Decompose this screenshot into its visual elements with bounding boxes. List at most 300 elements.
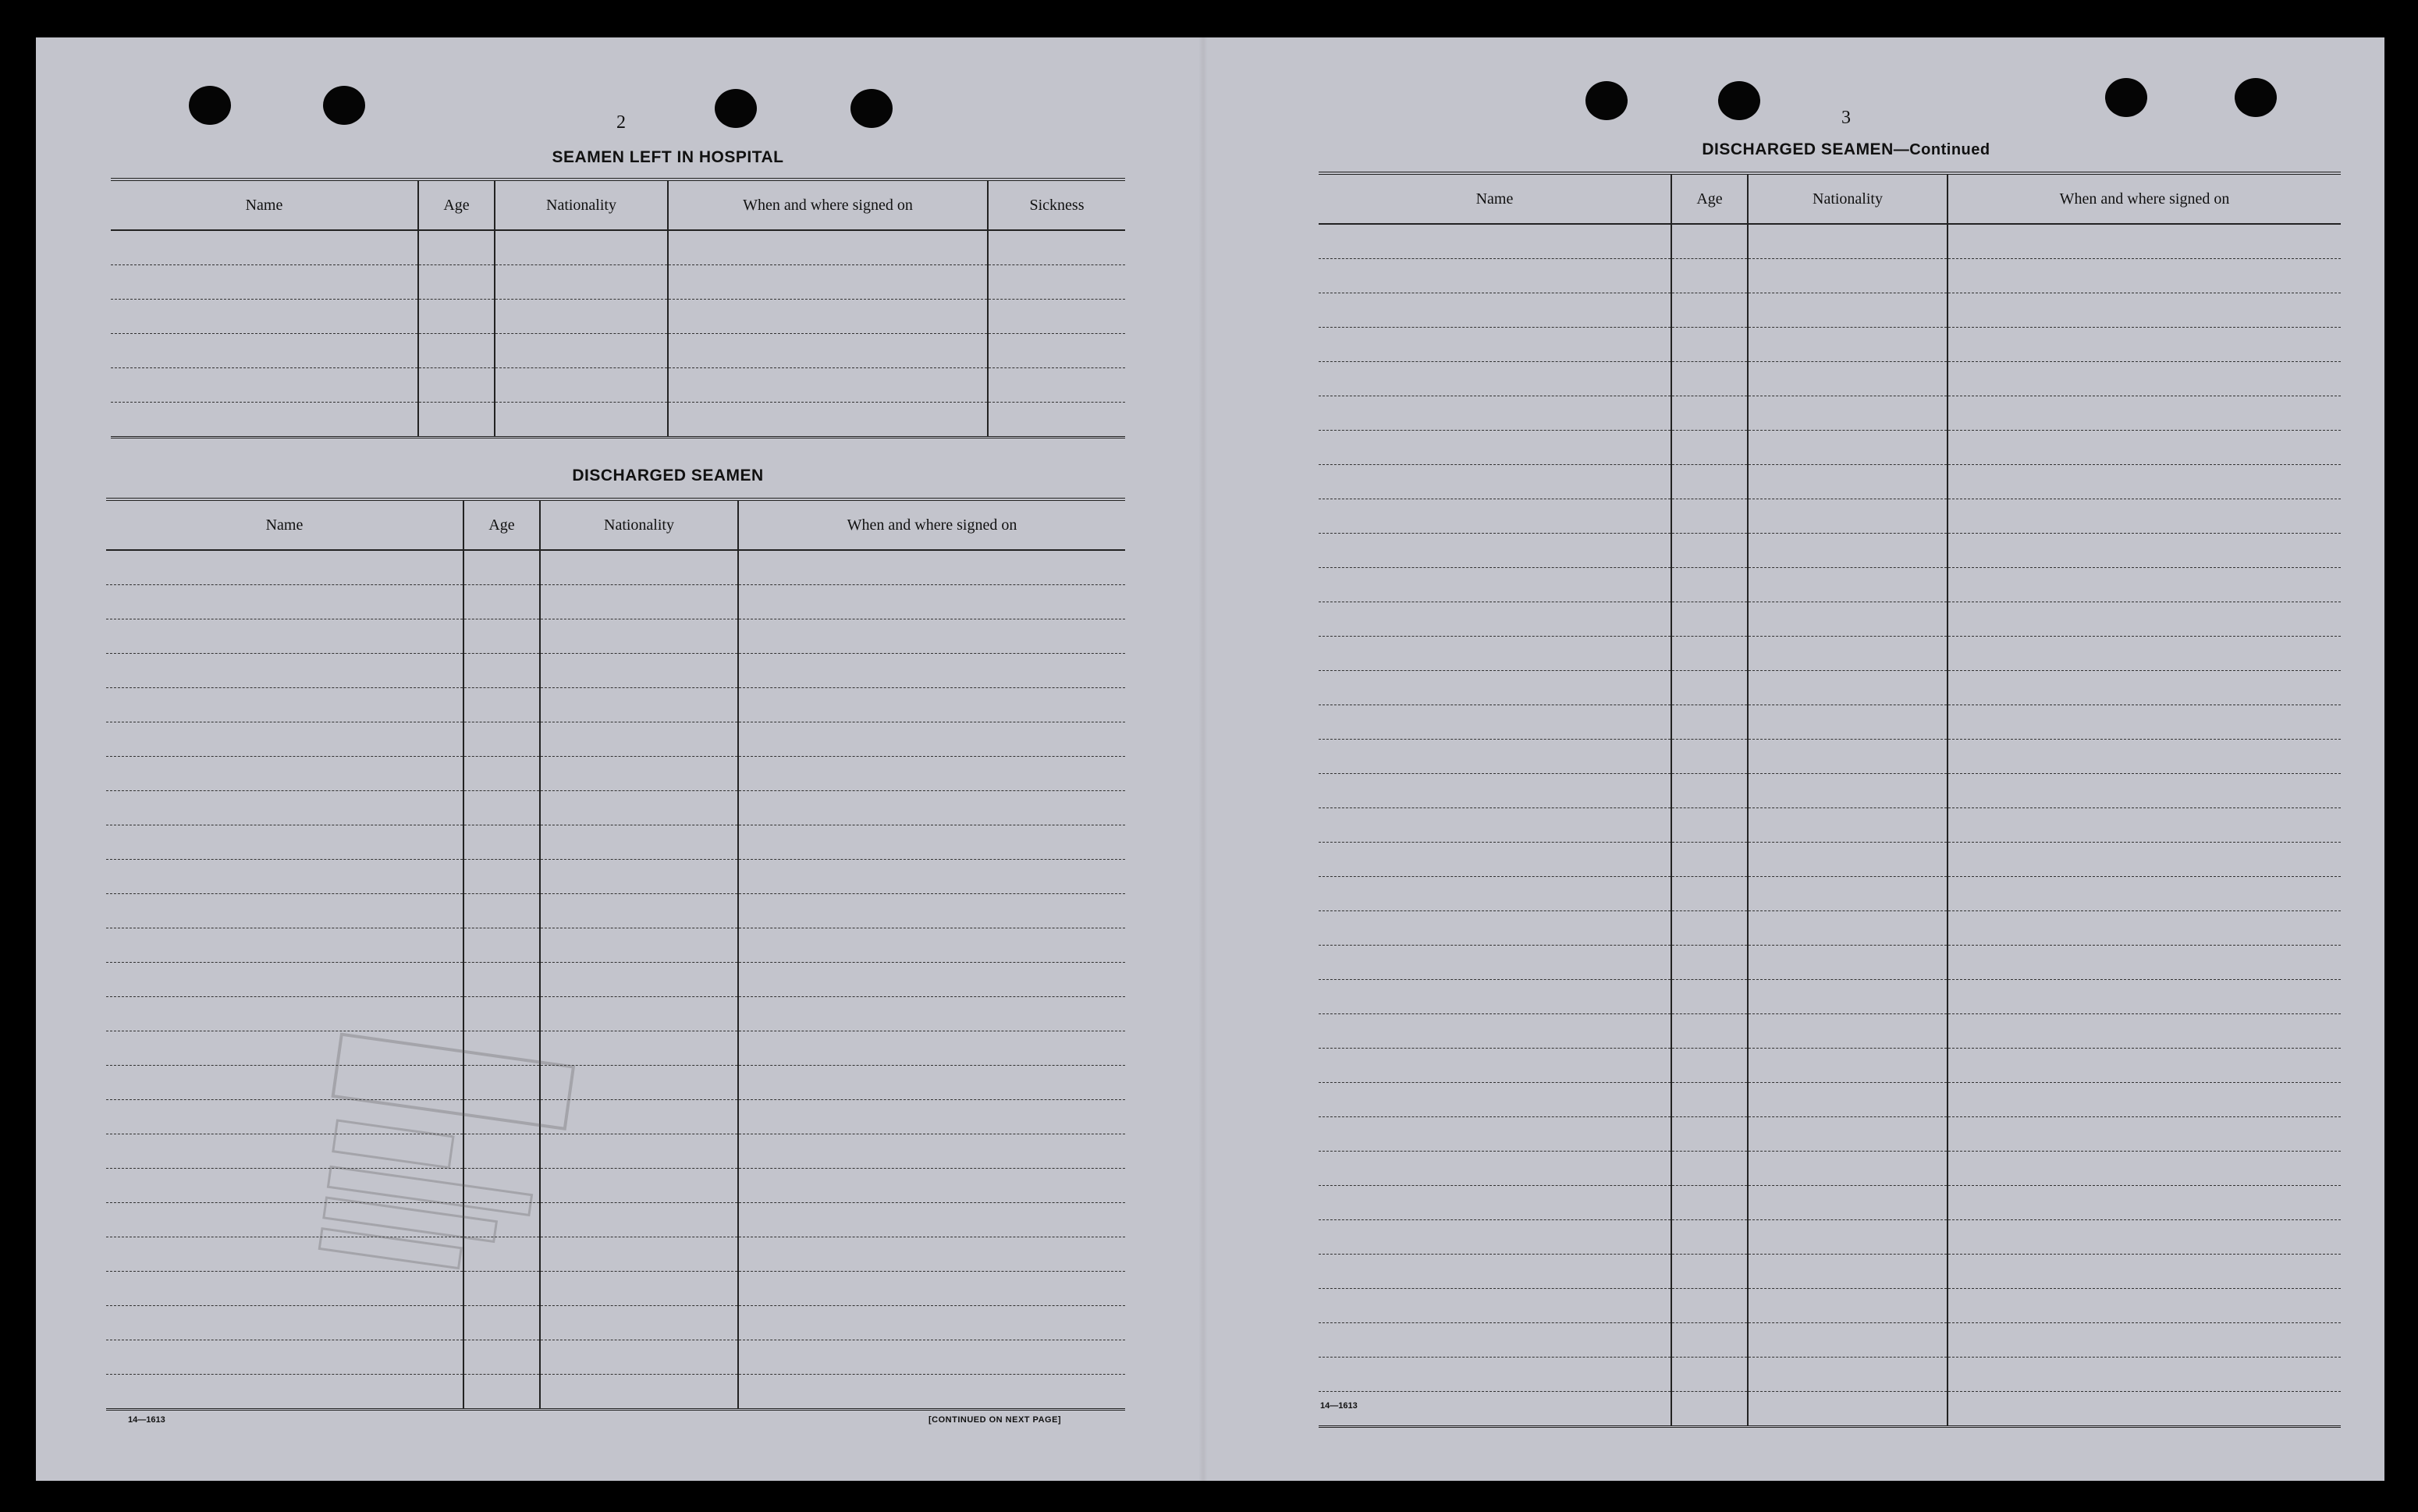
table-cell[interactable] [1948, 877, 2341, 911]
table-cell[interactable] [540, 550, 738, 585]
table-cell[interactable] [540, 1066, 738, 1100]
table-cell[interactable] [540, 860, 738, 894]
table-cell[interactable] [463, 688, 540, 722]
table-cell[interactable] [1671, 293, 1748, 328]
table-cell[interactable] [463, 963, 540, 997]
table-cell[interactable] [463, 997, 540, 1031]
column-header-nationality: Nationality [1748, 173, 1948, 224]
table-cell[interactable] [106, 963, 463, 997]
table-cell[interactable] [463, 1203, 540, 1237]
table-cell[interactable] [1671, 1117, 1748, 1152]
table-cell[interactable] [463, 1169, 540, 1203]
table-cell[interactable] [106, 654, 463, 688]
table-cell[interactable] [1319, 1186, 1671, 1220]
table-cell[interactable] [1748, 1186, 1948, 1220]
table-cell[interactable] [106, 1375, 463, 1410]
table-cell[interactable] [540, 1375, 738, 1410]
table-cell[interactable] [738, 1237, 1125, 1272]
table-cell[interactable] [1319, 1117, 1671, 1152]
table-cell[interactable] [1319, 671, 1671, 705]
table-cell[interactable] [1948, 1323, 2341, 1358]
table-cell[interactable] [1948, 1049, 2341, 1083]
table-cell[interactable] [1319, 1083, 1671, 1117]
column-header-name: Name [1319, 173, 1671, 224]
table-cell[interactable] [111, 403, 418, 438]
table-cell[interactable] [738, 1203, 1125, 1237]
table-cell[interactable] [738, 550, 1125, 585]
table-cell[interactable] [1671, 946, 1748, 980]
table-cell[interactable] [1671, 499, 1748, 534]
table-cell[interactable] [1671, 328, 1748, 362]
table-cell[interactable] [738, 619, 1125, 654]
table-cell[interactable] [463, 825, 540, 860]
table-cell[interactable] [1948, 328, 2341, 362]
right-page [1206, 37, 2384, 1481]
table-cell[interactable] [1671, 637, 1748, 671]
table-cell[interactable] [540, 1272, 738, 1306]
punch-hole [323, 86, 365, 125]
table-cell[interactable] [463, 585, 540, 619]
table-cell[interactable] [1319, 1014, 1671, 1049]
table-cell[interactable] [738, 1169, 1125, 1203]
table-cell[interactable] [1671, 843, 1748, 877]
table-cell[interactable] [540, 997, 738, 1031]
table-cell[interactable] [738, 860, 1125, 894]
table-cell[interactable] [1948, 1014, 2341, 1049]
table-cell[interactable] [738, 1100, 1125, 1134]
table-cell[interactable] [106, 1100, 463, 1134]
table-cell[interactable] [463, 1340, 540, 1375]
table-cell[interactable] [1319, 774, 1671, 808]
table-cell[interactable] [1319, 534, 1671, 568]
table-cell[interactable] [463, 1031, 540, 1066]
table-cell[interactable] [738, 1306, 1125, 1340]
table-cell[interactable] [1948, 911, 2341, 946]
table-cell[interactable] [106, 757, 463, 791]
table-cell[interactable] [1948, 671, 2341, 705]
table-cell[interactable] [738, 1031, 1125, 1066]
table-cell[interactable] [1319, 1392, 1671, 1427]
table-row [106, 860, 1125, 894]
table-cell[interactable] [540, 688, 738, 722]
table-cell[interactable] [1748, 602, 1948, 637]
table-cell[interactable] [463, 654, 540, 688]
table-cell[interactable] [1319, 1152, 1671, 1186]
table-cell[interactable] [1671, 1083, 1748, 1117]
punch-hole [2105, 78, 2147, 117]
table-cell[interactable] [738, 791, 1125, 825]
table-cell[interactable] [1748, 637, 1948, 671]
table-cell[interactable] [540, 1237, 738, 1272]
table-cell[interactable] [1319, 1220, 1671, 1255]
table-cell[interactable] [495, 230, 668, 265]
table-cell[interactable] [463, 1237, 540, 1272]
table-cell[interactable] [463, 894, 540, 928]
table-cell[interactable] [1671, 1049, 1748, 1083]
table-cell[interactable] [1948, 1358, 2341, 1392]
table-cell[interactable] [1319, 568, 1671, 602]
table-cell[interactable] [738, 1272, 1125, 1306]
table-cell[interactable] [495, 300, 668, 334]
table-cell[interactable] [1671, 774, 1748, 808]
table-cell[interactable] [495, 334, 668, 368]
table-cell[interactable] [1948, 293, 2341, 328]
table-cell[interactable] [988, 230, 1125, 265]
table-cell[interactable] [106, 1306, 463, 1340]
table-cell[interactable] [1748, 1083, 1948, 1117]
table-cell[interactable] [1319, 1289, 1671, 1323]
table-cell[interactable] [1948, 396, 2341, 431]
table-cell[interactable] [418, 300, 495, 334]
table-cell[interactable] [1319, 1323, 1671, 1358]
column-header-age: Age [418, 179, 495, 230]
table-cell[interactable] [540, 619, 738, 654]
table-cell[interactable] [738, 894, 1125, 928]
table-cell[interactable] [668, 300, 988, 334]
table-cell[interactable] [1748, 396, 1948, 431]
table-cell[interactable] [988, 334, 1125, 368]
table-cell[interactable] [111, 230, 418, 265]
table-row [1319, 946, 2341, 980]
table-cell[interactable] [106, 1066, 463, 1100]
column-header-signed-on: When and where signed on [668, 179, 988, 230]
table-cell[interactable] [1748, 980, 1948, 1014]
table-cell[interactable] [540, 1169, 738, 1203]
table-cell[interactable] [463, 1375, 540, 1410]
table-cell[interactable] [1671, 534, 1748, 568]
table-cell[interactable] [738, 1066, 1125, 1100]
table-cell[interactable] [463, 1272, 540, 1306]
table-cell[interactable] [738, 997, 1125, 1031]
table-cell[interactable] [1948, 1186, 2341, 1220]
table-cell[interactable] [1671, 1358, 1748, 1392]
table-cell[interactable] [1948, 740, 2341, 774]
table-cell[interactable] [495, 403, 668, 438]
table-cell[interactable] [1671, 431, 1748, 465]
table-cell[interactable] [1671, 740, 1748, 774]
table-cell[interactable] [668, 334, 988, 368]
table-row [1319, 1186, 2341, 1220]
table-cell[interactable] [1748, 740, 1948, 774]
table-row [1319, 568, 2341, 602]
table-cell[interactable] [540, 894, 738, 928]
table-cell[interactable] [540, 1340, 738, 1375]
table-cell[interactable] [1319, 1049, 1671, 1083]
table-row [1319, 774, 2341, 808]
table-cell[interactable] [1671, 877, 1748, 911]
table-cell[interactable] [1319, 1255, 1671, 1289]
table-cell[interactable] [111, 300, 418, 334]
table-cell[interactable] [1319, 740, 1671, 774]
table-cell[interactable] [1948, 499, 2341, 534]
table-cell[interactable] [106, 550, 463, 585]
table-cell[interactable] [668, 265, 988, 300]
column-header-nationality: Nationality [540, 499, 738, 550]
table-cell[interactable] [1748, 328, 1948, 362]
table-cell[interactable] [1748, 774, 1948, 808]
table-cell[interactable] [106, 1203, 463, 1237]
table-cell[interactable] [1671, 1255, 1748, 1289]
table-cell[interactable] [1319, 843, 1671, 877]
table-cell[interactable] [1671, 602, 1748, 637]
table-cell[interactable] [1748, 224, 1948, 259]
table-cell[interactable] [1319, 808, 1671, 843]
table-cell[interactable] [1319, 224, 1671, 259]
table-cell[interactable] [988, 300, 1125, 334]
table-cell[interactable] [495, 265, 668, 300]
table-cell[interactable] [1948, 843, 2341, 877]
table-cell[interactable] [738, 1375, 1125, 1410]
table-cell[interactable] [1748, 465, 1948, 499]
table-cell[interactable] [1948, 1220, 2341, 1255]
table-cell[interactable] [1948, 1083, 2341, 1117]
table-cell[interactable] [1748, 911, 1948, 946]
table-cell[interactable] [540, 825, 738, 860]
table-cell[interactable] [540, 654, 738, 688]
table-row [106, 1203, 1125, 1237]
table-cell[interactable] [463, 1100, 540, 1134]
table-cell[interactable] [1948, 705, 2341, 740]
table-cell[interactable] [1671, 1392, 1748, 1427]
table-cell[interactable] [1319, 499, 1671, 534]
table-cell[interactable] [738, 757, 1125, 791]
table-cell[interactable] [738, 585, 1125, 619]
table-cell[interactable] [106, 928, 463, 963]
table-cell[interactable] [106, 688, 463, 722]
table-cell[interactable] [1948, 980, 2341, 1014]
table-row [1319, 1117, 2341, 1152]
table-cell[interactable] [1671, 396, 1748, 431]
table-cell[interactable] [1948, 224, 2341, 259]
table-cell[interactable] [1748, 877, 1948, 911]
table-cell[interactable] [1748, 1255, 1948, 1289]
table-cell[interactable] [418, 230, 495, 265]
table-cell[interactable] [1319, 328, 1671, 362]
table-cell[interactable] [1948, 808, 2341, 843]
table-cell[interactable] [1748, 259, 1948, 293]
table-cell[interactable] [418, 334, 495, 368]
table-cell[interactable] [1748, 1358, 1948, 1392]
table-cell[interactable] [540, 585, 738, 619]
discharged-section-title: DISCHARGED SEAMEN [572, 467, 764, 484]
table-cell[interactable] [738, 825, 1125, 860]
table-cell[interactable] [106, 791, 463, 825]
table-row [1319, 1358, 2341, 1392]
table-cell[interactable] [738, 688, 1125, 722]
table-cell[interactable] [463, 791, 540, 825]
table-cell[interactable] [1671, 911, 1748, 946]
table-cell[interactable] [1748, 808, 1948, 843]
table-cell[interactable] [540, 1031, 738, 1066]
table-cell[interactable] [1948, 259, 2341, 293]
table-cell[interactable] [1748, 431, 1948, 465]
table-cell[interactable] [463, 860, 540, 894]
hospital-section-title: SEAMEN LEFT IN HOSPITAL [552, 148, 784, 166]
table-cell[interactable] [1671, 224, 1748, 259]
table-cell[interactable] [540, 722, 738, 757]
table-cell[interactable] [668, 230, 988, 265]
table-cell[interactable] [418, 368, 495, 403]
table-row [1319, 1049, 2341, 1083]
table-cell[interactable] [1671, 705, 1748, 740]
table-cell[interactable] [1948, 1289, 2341, 1323]
table-cell[interactable] [1671, 1014, 1748, 1049]
table-cell[interactable] [1319, 465, 1671, 499]
table-cell[interactable] [106, 1340, 463, 1375]
table-cell[interactable] [1748, 671, 1948, 705]
table-cell[interactable] [1748, 843, 1948, 877]
table-cell[interactable] [106, 619, 463, 654]
table-cell[interactable] [463, 928, 540, 963]
table-row [1319, 293, 2341, 328]
table-cell[interactable] [106, 1237, 463, 1272]
table-cell[interactable] [1948, 1392, 2341, 1427]
table-cell[interactable] [988, 265, 1125, 300]
table-cell[interactable] [1671, 1186, 1748, 1220]
table-cell[interactable] [106, 825, 463, 860]
table-cell[interactable] [1948, 1255, 2341, 1289]
table-cell[interactable] [1748, 362, 1948, 396]
table-cell[interactable] [1671, 671, 1748, 705]
table-cell[interactable] [1319, 877, 1671, 911]
table-cell[interactable] [540, 928, 738, 963]
table-cell[interactable] [463, 1306, 540, 1340]
table-cell[interactable] [738, 654, 1125, 688]
table-cell[interactable] [1948, 362, 2341, 396]
table-cell[interactable] [463, 1066, 540, 1100]
table-cell[interactable] [738, 963, 1125, 997]
table-cell[interactable] [1948, 568, 2341, 602]
table-cell[interactable] [106, 585, 463, 619]
table-row [1319, 465, 2341, 499]
left-page [36, 37, 1206, 1481]
table-cell[interactable] [1748, 1289, 1948, 1323]
table-cell[interactable] [1319, 980, 1671, 1014]
table-cell[interactable] [463, 619, 540, 654]
table-cell[interactable] [1671, 465, 1748, 499]
table-cell[interactable] [668, 368, 988, 403]
table-cell[interactable] [540, 791, 738, 825]
table-cell[interactable] [1748, 1152, 1948, 1186]
column-header-age: Age [1671, 173, 1748, 224]
table-cell[interactable] [540, 1100, 738, 1134]
table-cell[interactable] [1948, 1152, 2341, 1186]
table-cell[interactable] [106, 722, 463, 757]
table-row [106, 1375, 1125, 1410]
table-cell[interactable] [1948, 602, 2341, 637]
table-cell[interactable] [1671, 808, 1748, 843]
table-cell[interactable] [1671, 1220, 1748, 1255]
table-cell[interactable] [1319, 602, 1671, 637]
table-cell[interactable] [1319, 362, 1671, 396]
table-cell[interactable] [106, 1134, 463, 1169]
table-cell[interactable] [1948, 534, 2341, 568]
table-cell[interactable] [1319, 946, 1671, 980]
table-cell[interactable] [540, 1306, 738, 1340]
table-cell[interactable] [1748, 1323, 1948, 1358]
table-cell[interactable] [1319, 431, 1671, 465]
table-cell[interactable] [668, 403, 988, 438]
table-cell[interactable] [1748, 705, 1948, 740]
table-cell[interactable] [540, 1203, 738, 1237]
table-cell[interactable] [106, 1169, 463, 1203]
table-cell[interactable] [495, 368, 668, 403]
table-cell[interactable] [106, 1031, 463, 1066]
table-cell[interactable] [463, 757, 540, 791]
table-cell[interactable] [1671, 1289, 1748, 1323]
table-cell[interactable] [418, 265, 495, 300]
punch-hole [1718, 81, 1760, 120]
table-cell[interactable] [106, 894, 463, 928]
table-cell[interactable] [1748, 534, 1948, 568]
continued-note: [CONTINUED ON NEXT PAGE] [928, 1415, 1062, 1425]
table-cell[interactable] [1948, 946, 2341, 980]
table-cell[interactable] [463, 722, 540, 757]
table-cell[interactable] [463, 1134, 540, 1169]
table-row [1319, 1014, 2341, 1049]
table-cell[interactable] [106, 1272, 463, 1306]
table-cell[interactable] [1671, 1323, 1748, 1358]
table-cell[interactable] [111, 368, 418, 403]
punch-hole [1585, 81, 1628, 120]
table-cell[interactable] [540, 757, 738, 791]
table-row [111, 230, 1125, 265]
table-cell[interactable] [106, 997, 463, 1031]
table-cell[interactable] [1948, 637, 2341, 671]
table-cell[interactable] [1671, 259, 1748, 293]
table-cell[interactable] [1319, 911, 1671, 946]
table-cell[interactable] [111, 265, 418, 300]
table-cell[interactable] [1748, 293, 1948, 328]
table-cell[interactable] [1748, 946, 1948, 980]
table-cell[interactable] [111, 334, 418, 368]
table-cell[interactable] [1671, 362, 1748, 396]
table-cell[interactable] [1319, 705, 1671, 740]
table-cell[interactable] [738, 722, 1125, 757]
table-cell[interactable] [1671, 568, 1748, 602]
table-cell[interactable] [1671, 980, 1748, 1014]
table-cell[interactable] [1748, 1220, 1948, 1255]
table-cell[interactable] [1671, 1152, 1748, 1186]
table-cell[interactable] [1748, 1049, 1948, 1083]
table-cell[interactable] [738, 1134, 1125, 1169]
table-cell[interactable] [1319, 259, 1671, 293]
table-cell[interactable] [1748, 1117, 1948, 1152]
table-cell[interactable] [988, 403, 1125, 438]
table-cell[interactable] [463, 550, 540, 585]
table-cell[interactable] [1319, 396, 1671, 431]
table-cell[interactable] [1748, 568, 1948, 602]
table-cell[interactable] [106, 860, 463, 894]
table-cell[interactable] [1748, 1014, 1948, 1049]
table-cell[interactable] [1948, 1117, 2341, 1152]
table-cell[interactable] [1948, 431, 2341, 465]
table-row [1319, 396, 2341, 431]
table-cell[interactable] [1748, 1392, 1948, 1427]
table-cell[interactable] [738, 928, 1125, 963]
table-cell[interactable] [988, 368, 1125, 403]
table-cell[interactable] [1748, 499, 1948, 534]
table-cell[interactable] [1319, 293, 1671, 328]
table-cell[interactable] [1948, 774, 2341, 808]
table-cell[interactable] [1319, 1358, 1671, 1392]
table-cell[interactable] [418, 403, 495, 438]
table-cell[interactable] [540, 1134, 738, 1169]
table-cell[interactable] [1948, 465, 2341, 499]
table-cell[interactable] [738, 1340, 1125, 1375]
table-cell[interactable] [540, 963, 738, 997]
table-cell[interactable] [1319, 637, 1671, 671]
